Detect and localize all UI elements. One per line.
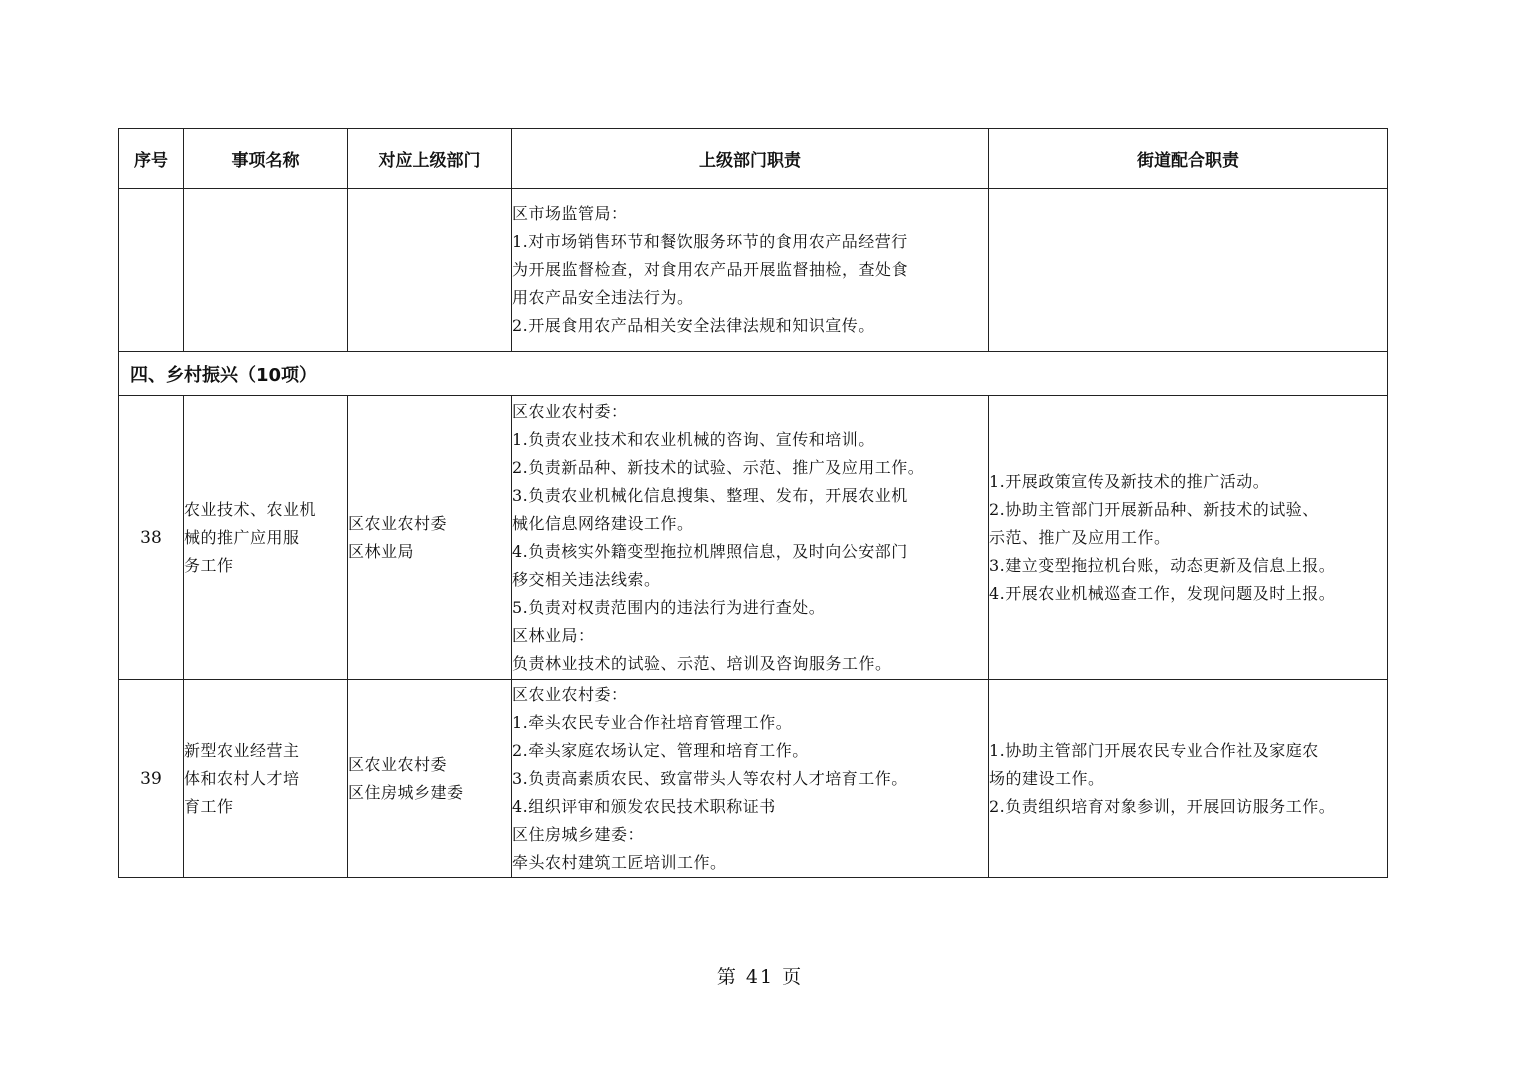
section-row bbox=[119, 352, 1388, 396]
resp-line: 1.对市场销售环节和餐饮服务环节的食用农产品经营行 bbox=[512, 232, 908, 251]
resp-line: 用农产品安全违法行为。 bbox=[512, 288, 694, 307]
dept-line: 区住房城乡建委 bbox=[348, 782, 464, 802]
cell-dept bbox=[348, 396, 512, 680]
resp-line: 牵头农村建筑工匠培训工作。 bbox=[512, 852, 727, 872]
cell-item-name bbox=[184, 680, 348, 878]
dept-line: 区林业局 bbox=[348, 541, 415, 561]
item-name-line: 体和农村人才培 bbox=[184, 768, 300, 788]
cell-item-name bbox=[184, 396, 348, 680]
page-number: 第 41 页 bbox=[716, 966, 804, 988]
coop-line: 1.协助主管部门开展农民专业合作社及家庭农 bbox=[989, 740, 1319, 760]
duty-table bbox=[118, 128, 1388, 878]
table-row-continued bbox=[119, 189, 1388, 352]
cell-resp bbox=[512, 396, 989, 680]
dept-line: 区农业农村委 bbox=[348, 513, 448, 533]
item-name-line: 务工作 bbox=[184, 555, 234, 575]
cell-coop bbox=[989, 396, 1388, 680]
section-title: 四、乡村振兴（10项） bbox=[119, 352, 1388, 396]
coop-line: 场的建设工作。 bbox=[989, 768, 1105, 788]
cell-coop bbox=[989, 189, 1388, 352]
coop-line: 2.协助主管部门开展新品种、新技术的试验、 bbox=[989, 499, 1319, 519]
resp-line: 2.负责新品种、新技术的试验、示范、推广及应用工作。 bbox=[512, 457, 925, 477]
coop-line: 2.负责组织培育对象参训，开展回访服务工作。 bbox=[989, 796, 1336, 816]
cell-resp bbox=[512, 680, 989, 878]
cell-no: 38 bbox=[119, 396, 184, 680]
resp-line: 负责林业技术的试验、示范、培训及咨询服务工作。 bbox=[512, 653, 892, 673]
cell-no: 39 bbox=[119, 680, 184, 878]
coop-line: 1.开展政策宣传及新技术的推广活动。 bbox=[989, 471, 1270, 491]
cell-coop bbox=[989, 680, 1388, 878]
item-name-line: 育工作 bbox=[184, 796, 234, 816]
coop-line: 示范、推广及应用工作。 bbox=[989, 527, 1171, 547]
resp-line: 3.负责农业机械化信息搜集、整理、发布，开展农业机 bbox=[512, 485, 908, 505]
resp-line: 区市场监管局： bbox=[512, 204, 628, 223]
item-name-line: 械的推广应用服 bbox=[184, 527, 300, 547]
resp-line: 1.牵头农民专业合作社培育管理工作。 bbox=[512, 712, 793, 732]
header-item-name: 事项名称 bbox=[184, 129, 348, 189]
resp-line: 2.开展食用农产品相关安全法律法规和知识宣传。 bbox=[512, 316, 875, 335]
cell-no bbox=[119, 189, 184, 352]
cell-dept bbox=[348, 680, 512, 878]
resp-line: 区住房城乡建委： bbox=[512, 824, 645, 844]
resp-line: 4.负责核实外籍变型拖拉机牌照信息，及时向公安部门 bbox=[512, 541, 908, 561]
coop-line: 4.开展农业机械巡查工作，发现问题及时上报。 bbox=[989, 583, 1336, 603]
cell-resp bbox=[512, 189, 989, 352]
header-superior-resp: 上级部门职责 bbox=[512, 129, 989, 189]
resp-line: 为开展监督检查，对食用农产品开展监督抽检，查处食 bbox=[512, 260, 909, 279]
header-street-coop: 街道配合职责 bbox=[989, 129, 1388, 189]
item-name-line: 新型农业经营主 bbox=[184, 740, 300, 760]
resp-line: 区农业农村委： bbox=[512, 401, 628, 421]
header-row bbox=[119, 129, 1388, 189]
resp-line: 4.组织评审和颁发农民技术职称证书 bbox=[512, 796, 776, 816]
dept-line: 区农业农村委 bbox=[348, 754, 448, 774]
cell-item-name bbox=[184, 189, 348, 352]
resp-line: 5.负责对权责范围内的违法行为进行查处。 bbox=[512, 597, 826, 617]
resp-line: 区林业局： bbox=[512, 625, 595, 645]
resp-line: 械化信息网络建设工作。 bbox=[512, 513, 694, 533]
cell-dept bbox=[348, 189, 512, 352]
resp-line: 移交相关违法线索。 bbox=[512, 569, 661, 589]
resp-line: 3.负责高素质农民、致富带头人等农村人才培育工作。 bbox=[512, 768, 908, 788]
resp-line: 1.负责农业技术和农业机械的咨询、宣传和培训。 bbox=[512, 429, 875, 449]
header-no: 序号 bbox=[119, 129, 184, 189]
header-superior-dept: 对应上级部门 bbox=[348, 129, 512, 189]
table-row bbox=[119, 396, 1388, 680]
item-name-line: 农业技术、农业机 bbox=[184, 499, 317, 519]
coop-line: 3.建立变型拖拉机台账，动态更新及信息上报。 bbox=[989, 555, 1336, 575]
table-row bbox=[119, 680, 1388, 878]
resp-line: 2.牵头家庭农场认定、管理和培育工作。 bbox=[512, 740, 809, 760]
resp-line: 区农业农村委： bbox=[512, 684, 628, 704]
